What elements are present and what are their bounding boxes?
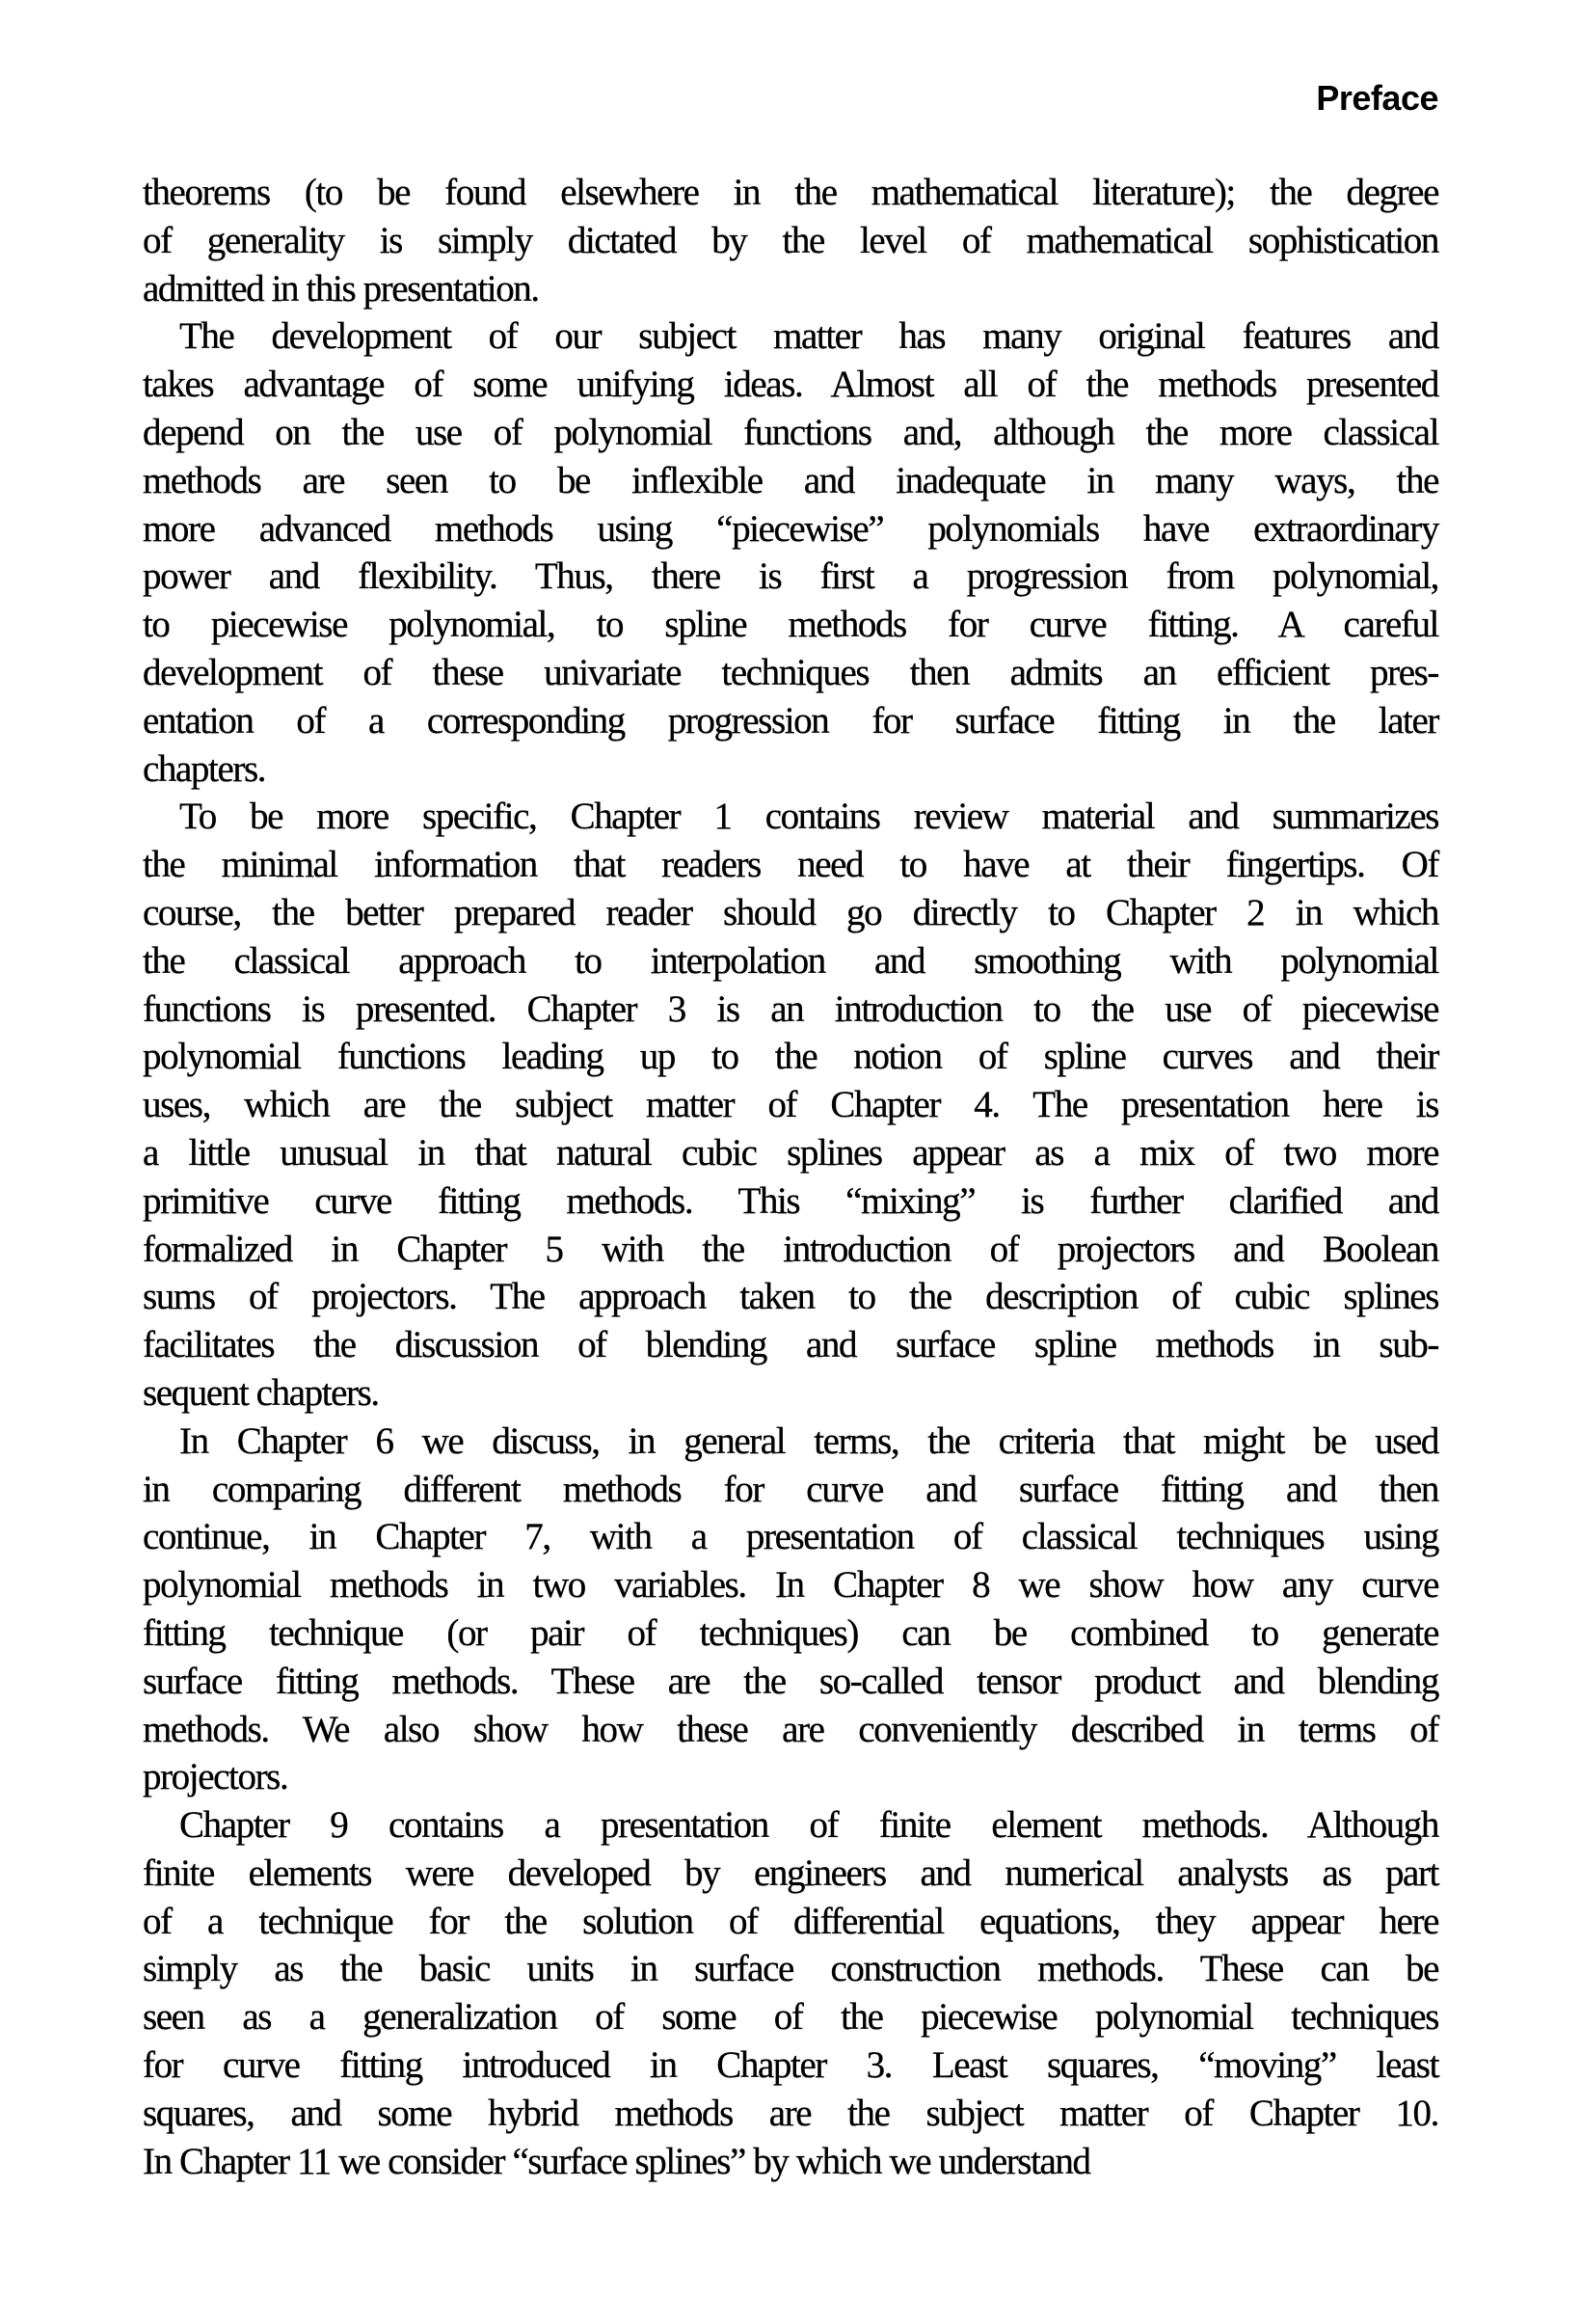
text-line: formalized in Chapter 5 with the introduction of projectors and Boolean — [143, 1228, 1438, 1270]
text-line: sums of projectors. The approach taken to the description of cubic splines — [143, 1276, 1438, 1318]
text-line: entation of a corresponding progression for surface fitting in the later — [143, 699, 1438, 742]
text-line: the classical approach to interpolation and smoothing with polynomial — [143, 939, 1438, 982]
text-line: In Chapter 11 we consider “surface splines” by which we understand — [143, 2140, 1090, 2182]
text-line: in comparing different methods for curve and surface fitting and then — [143, 1468, 1438, 1510]
text-line: admitted in this presentation. — [143, 267, 539, 310]
text-line: In Chapter 6 we discuss, in general terms, the criteria that might be used — [179, 1419, 1438, 1462]
text-line: course, the better prepared reader should go directly to Chapter 2 in which — [143, 891, 1438, 933]
text-line: takes advantage of some unifying ideas. Almost all of the methods presented — [143, 364, 1438, 406]
text-line: the minimal information that readers need to have at their fingertips. Of — [143, 844, 1438, 886]
text-line: for curve fitting introduced in Chapter 3. Least squares, “moving” least — [143, 2044, 1438, 2087]
text-line: a little unusual in that natural cubic splines appear as a mix of two more — [143, 1131, 1438, 1174]
text-line: of a technique for the solution of differential equations, they appear here — [143, 1900, 1438, 1942]
text-line: chapters. — [143, 747, 266, 790]
paragraph — [143, 793, 1438, 1417]
text-line: fitting technique (or pair of techniques) can be combined to generate — [143, 1611, 1438, 1654]
text-line: To be more specific, Chapter 1 contains review material and summarizes — [179, 796, 1438, 838]
text-line: sequent chapters. — [143, 1371, 379, 1414]
text-line: theorems (to be found elsewhere in the mathematical literature); the degree — [143, 172, 1438, 213]
text-line: uses, which are the subject matter of Chapter 4. The presentation here is — [143, 1084, 1438, 1126]
text-line: The development of our subject matter has many original features and — [179, 315, 1438, 358]
page-header: Preface — [1316, 78, 1438, 118]
paragraph — [143, 1801, 1438, 2185]
text-line: projectors. — [143, 1756, 288, 1798]
paragraph — [143, 1418, 1438, 1801]
body-text — [143, 169, 1438, 2185]
paragraph — [143, 312, 1438, 793]
text-line: development of these univariate techniques then admits an efficient pres- — [143, 651, 1438, 693]
text-line: methods. We also show how these are conveniently described in terms of — [143, 1708, 1438, 1750]
text-line: continue, in Chapter 7, with a presentation of classical techniques using — [143, 1516, 1438, 1558]
text-line: finite elements were developed by engineers and numerical analysts as part — [143, 1851, 1438, 1894]
text-line: simply as the basic units in surface construction methods. These can be — [143, 1948, 1438, 1990]
text-line: Chapter 9 contains a presentation of finite element methods. Although — [179, 1804, 1438, 1847]
text-line: functions is presented. Chapter 3 is an introduction to the use of piecewise — [143, 987, 1438, 1030]
text-line: squares, and some hybrid methods are the subject matter of Chapter 10. — [143, 2092, 1438, 2134]
text-line: of generality is simply dictated by the level of mathematical sophistication — [143, 219, 1438, 261]
text-line: more advanced methods using “piecewise” polynomials have extraordinary — [143, 507, 1438, 550]
text-line: polynomial functions leading up to the notion of spline curves and their — [143, 1036, 1438, 1078]
text-line: power and flexibility. Thus, there is first a progression from polynomial, — [143, 555, 1438, 598]
text-line: to piecewise polynomial, to spline methods for curve fitting. A careful — [143, 604, 1438, 646]
paragraph — [143, 169, 1438, 312]
text-line: polynomial methods in two variables. In Chapter 8 we show how any curve — [143, 1564, 1438, 1607]
text-line: primitive curve fitting methods. This “mixing” is further clarified and — [143, 1179, 1438, 1222]
text-line: seen as a generalization of some of the piecewise polynomial techniques — [143, 1996, 1438, 2039]
text-line: methods are seen to be inflexible and inadequate in many ways, the — [143, 459, 1438, 501]
text-line: facilitates the discussion of blending and surface spline methods in sub- — [143, 1324, 1438, 1366]
text-line: surface fitting methods. These are the so-called tensor product and blending — [143, 1660, 1438, 1702]
text-line: depend on the use of polynomial functions and, although the more classical — [143, 411, 1438, 453]
